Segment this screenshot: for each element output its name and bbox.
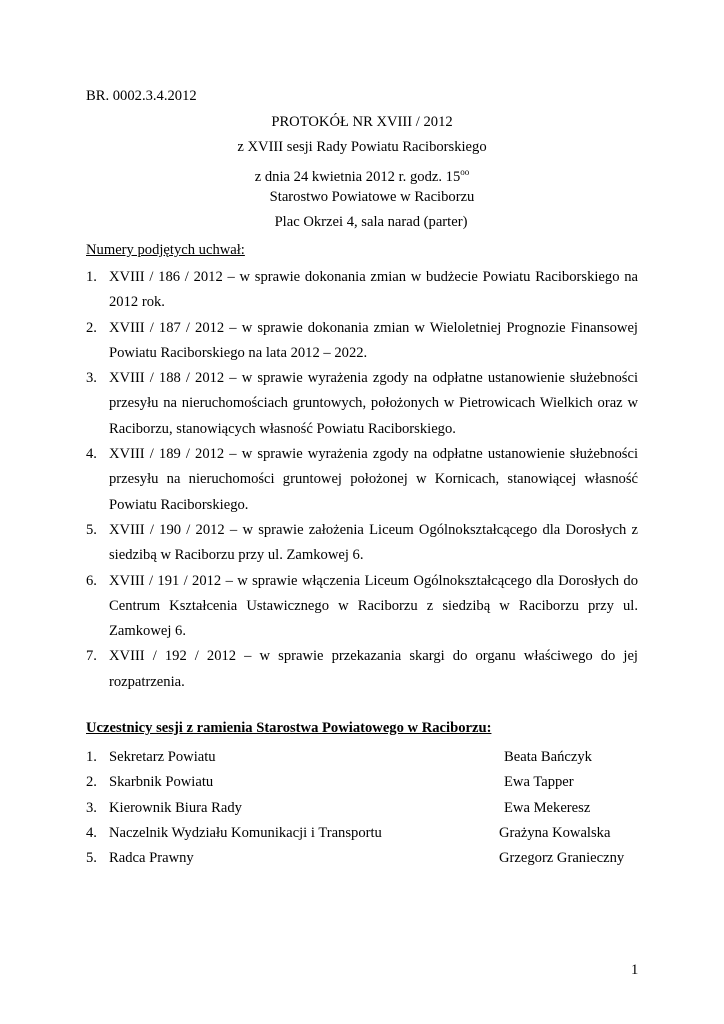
participant-row — [86, 821, 646, 846]
participant-number: 4. — [86, 824, 97, 841]
resolution-item — [86, 644, 638, 695]
resolution-text: XVIII / 189 / 2012 – w sprawie wyrażenia zgody na odpłatne ustanowienie służebności przesyłu na nieruchomości gruntowej położonej w Kornicach, stanowiącej własność Powiatu Raciborskiego. — [109, 446, 638, 513]
resolution-text: XVIII / 187 / 2012 – w sprawie dokonania zmian w Wieloletniej Prognozie Finansowej Powiatu Raciborskiego na lata 2012 – 2022. — [109, 319, 638, 361]
location-name: Starostwo Powiatowe w Raciborzu — [269, 189, 475, 205]
participant-name: Grażyna Kowalska — [499, 824, 611, 841]
resolution-item — [86, 569, 638, 645]
participant-role: Radca Prawny — [109, 850, 194, 867]
protocol-title: PROTOKÓŁ NR XVIII / 2012 — [271, 114, 453, 130]
resolution-item — [86, 366, 638, 442]
resolution-item — [86, 518, 638, 569]
participant-row — [86, 745, 646, 770]
resolution-item — [86, 316, 638, 367]
resolution-text: XVIII / 186 / 2012 – w sprawie dokonania zmian w budżecie Powiatu Raciborskiego na 2012 rok. — [109, 269, 638, 311]
page-number: 1 — [631, 962, 639, 978]
resolution-number: 5. — [86, 521, 97, 538]
participant-role: Naczelnik Wydziału Komunikacji i Transportu — [109, 824, 382, 841]
participants-list — [86, 745, 646, 871]
date-text: z dnia 24 kwietnia 2012 r. godz. 15 — [254, 169, 461, 185]
participant-number: 1. — [86, 749, 97, 765]
participant-role: Skarbnik Powiatu — [109, 774, 214, 791]
participant-number: 3. — [86, 799, 97, 816]
resolution-item — [86, 265, 638, 316]
resolution-number: 4. — [86, 446, 97, 463]
participant-number: 2. — [86, 774, 97, 791]
participant-row — [86, 796, 646, 821]
location-address: Plac Okrzei 4, sala narad (parter) — [274, 214, 468, 230]
participant-name: Grzegorz Granieczny — [499, 850, 625, 867]
resolution-number: 6. — [86, 572, 97, 589]
participant-name: Beata Bańczyk — [504, 749, 592, 765]
participant-name: Ewa Mekeresz — [504, 799, 591, 816]
reference-number: BR. 0002.3.4.2012 — [86, 88, 197, 104]
resolution-item — [86, 442, 638, 518]
participant-row — [86, 846, 646, 871]
session-line: z XVIII sesji Rady Powiatu Raciborskiego — [237, 139, 487, 155]
resolution-number: 3. — [86, 370, 97, 387]
participant-role: Sekretarz Powiatu — [109, 749, 216, 765]
resolution-number: 2. — [86, 319, 97, 336]
participant-role: Kierownik Biura Rady — [109, 799, 242, 816]
resolution-number: 7. — [86, 648, 97, 665]
date-line — [86, 160, 638, 185]
resolution-text: XVIII / 190 / 2012 – w sprawie założenia Liceum Ogólnokształcącego dla Dorosłych z siedzibą w Raciborzu przy ul. Zamkowej 6. — [109, 521, 638, 564]
participants-heading: Uczestnicy sesji z ramienia Starostwa Powiatowego w Raciborzu: — [86, 720, 492, 736]
document-header — [86, 110, 638, 235]
participant-row — [86, 770, 646, 795]
resolution-text: XVIII / 192 / 2012 – w sprawie przekazania skargi do organu właściwego do jej rozpatrzenia. — [109, 648, 638, 690]
resolutions-heading: Numery podjętych uchwał: — [86, 242, 245, 258]
participant-number: 5. — [86, 850, 97, 867]
resolution-text: XVIII / 188 / 2012 – w sprawie wyrażenia zgody na odpłatne ustanowienie służebności przesyłu na nieruchomościach gruntowych, położonych w Pietrowicach Wielkich oraz w Raciborzu, stanowiących własność Powiatu Raciborskiego. — [109, 370, 638, 437]
resolutions-list — [86, 265, 638, 695]
time-superscript: oo — [460, 167, 470, 177]
participant-name: Ewa Tapper — [504, 774, 574, 791]
resolution-number: 1. — [86, 269, 97, 285]
resolution-text: XVIII / 191 / 2012 – w sprawie włączenia Liceum Ogólnokształcącego dla Dorosłych do Centrum Kształcenia Ustawicznego w Raciborzu z siedzibą w Raciborzu przy ul. Zamkowej 6. — [109, 572, 638, 640]
